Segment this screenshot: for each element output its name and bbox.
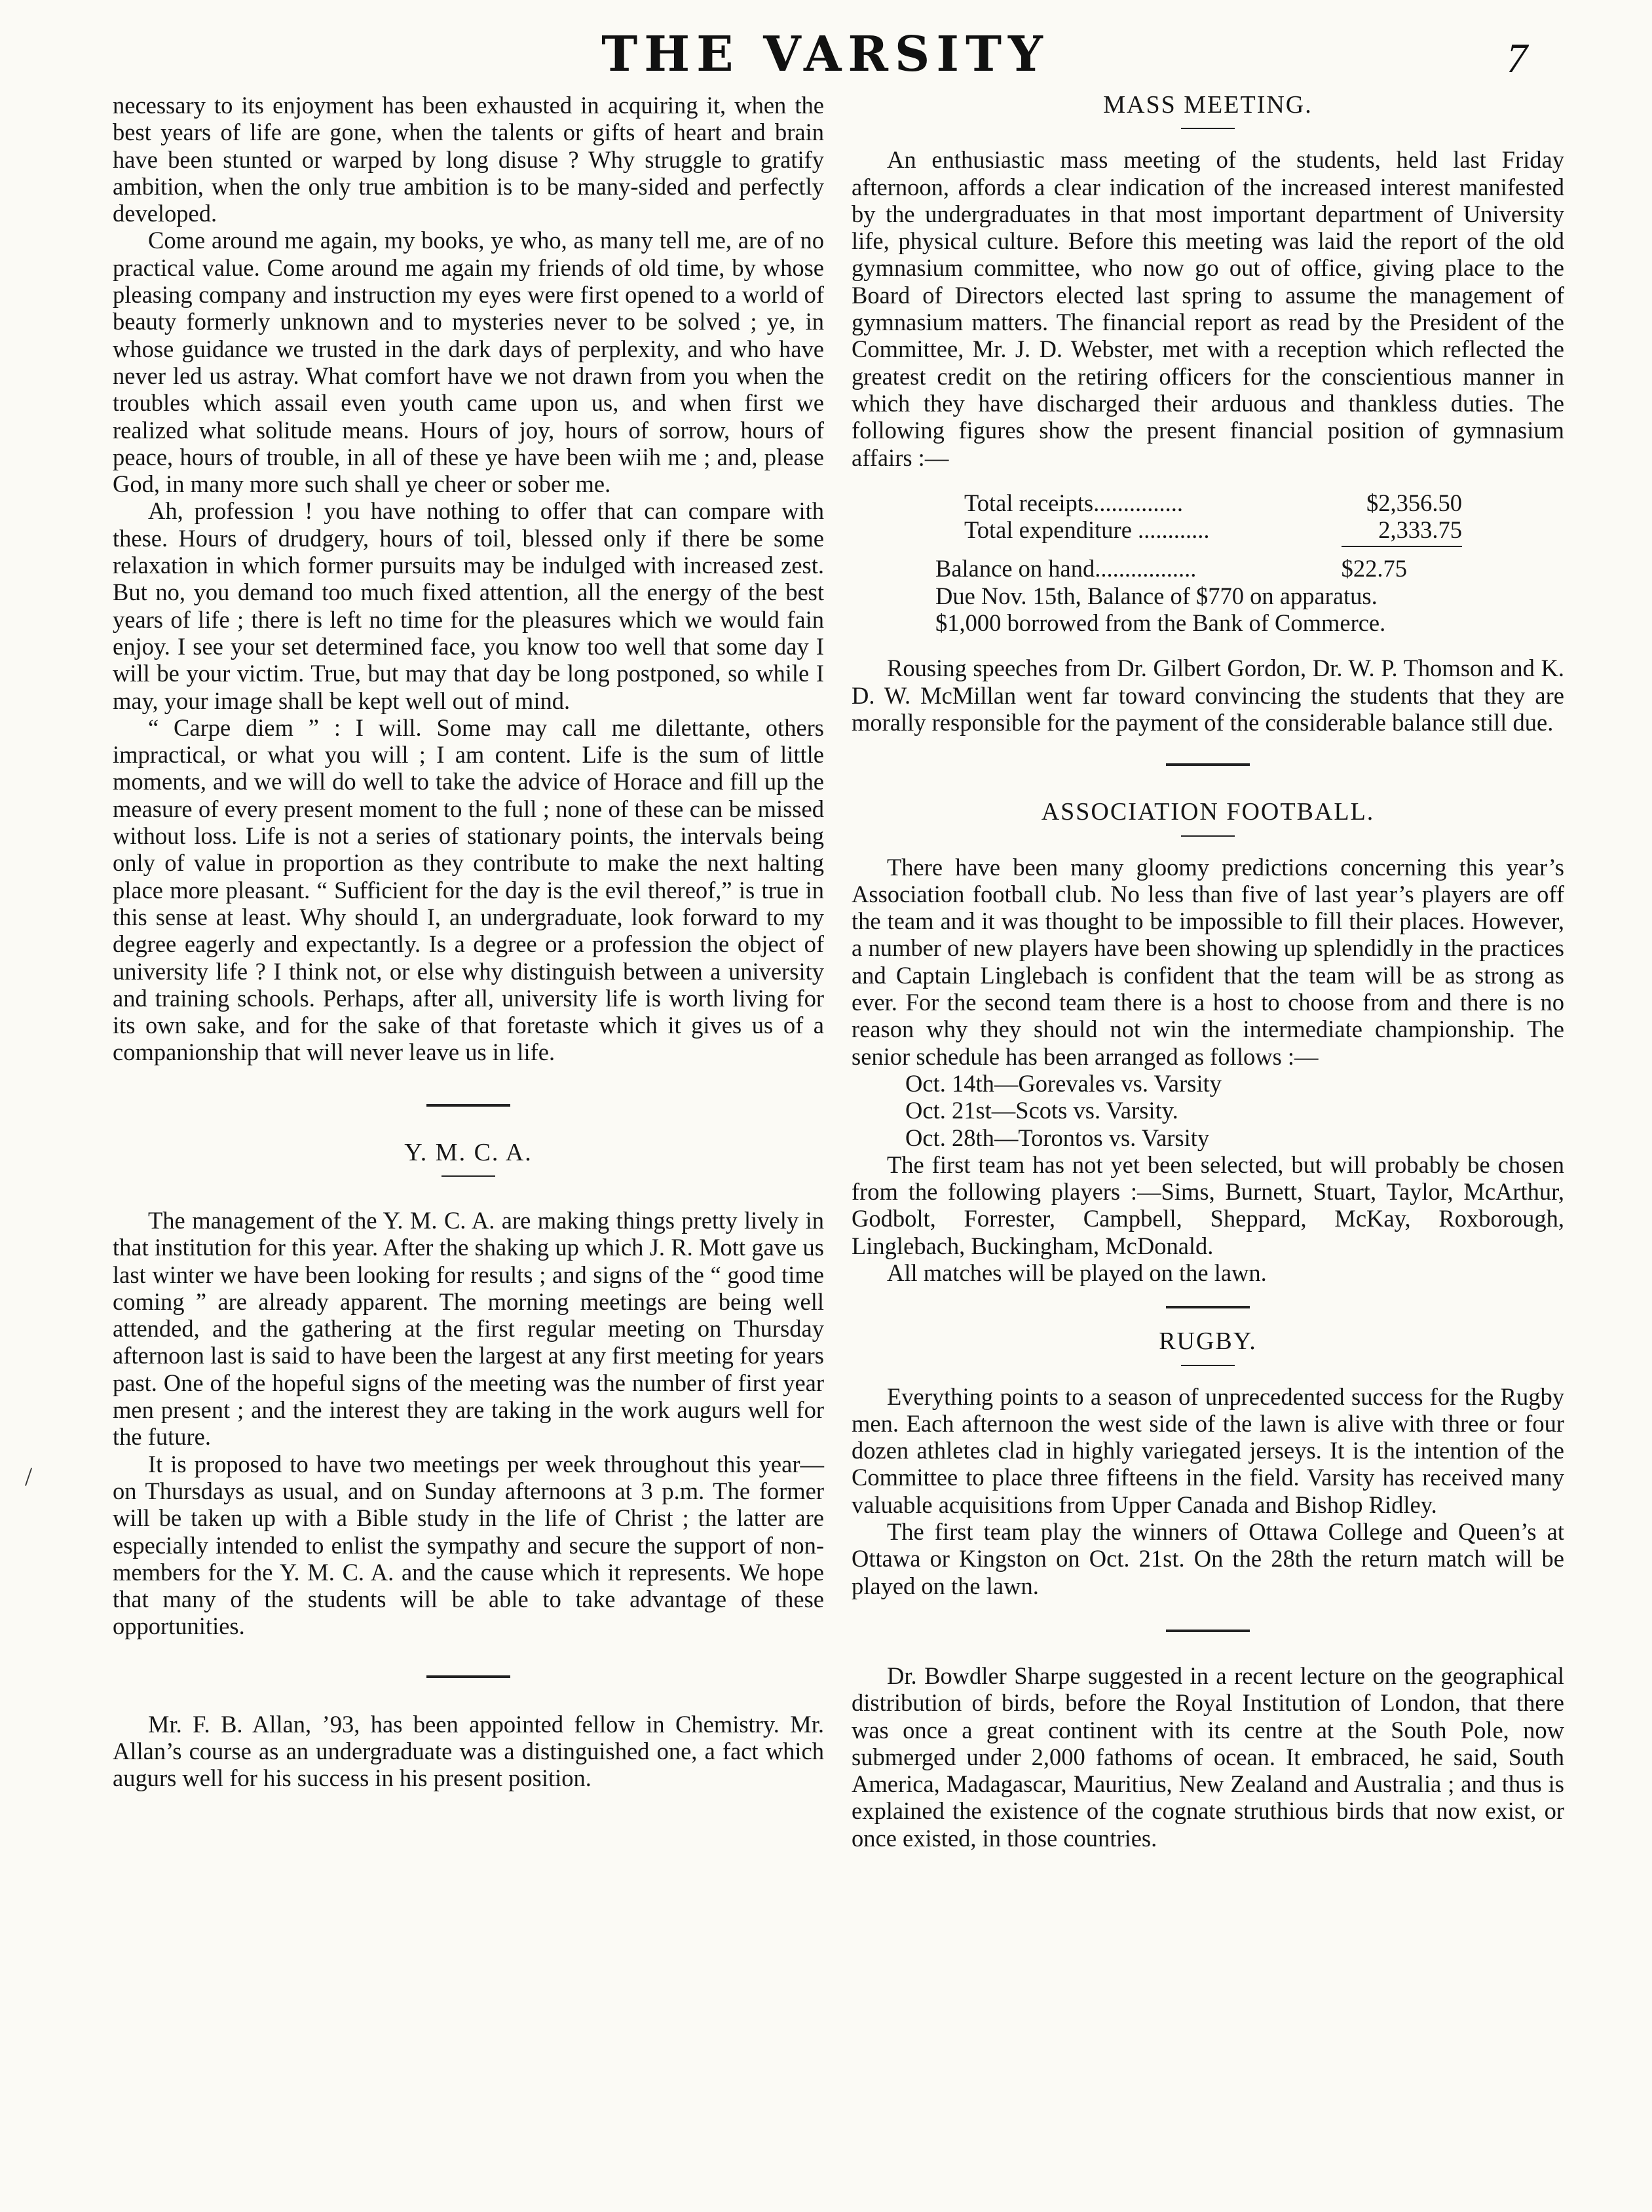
section-divider	[1166, 1306, 1250, 1308]
heading-rule	[1181, 128, 1235, 129]
borrowed-line: $1,000 borrowed from the Bank of Commerce.	[935, 609, 1386, 637]
schedule-item: Oct. 21st—Scots vs. Varsity.	[905, 1097, 1178, 1124]
rugby-paragraph: The first team play the winners of Ottawa College and Queen’s at Ottawa or Kingston on Oct. 21st. On the 28th the return match will be played on the lawn.	[852, 1518, 1564, 1599]
section-divider	[1166, 763, 1250, 766]
section-divider	[426, 1104, 510, 1107]
mass-meeting-paragraph: An enthusiastic mass meeting of the students, held last Friday afternoon, affords a clear indication of the increased interest manifested by the undergraduates in that most important department of University life, physical culture. Before this meeting was laid the report of the old gymnasium committee, who now go out of office, giving place to the Board of Directors elected last spring to assume the management of gymnasium matters. The financial report as read by the President of the Committee, Mr. J. D. Webster, met with a reception which reflected the greatest credit on the retiring officers for the conscientious manner in which they have discharged their arduous and thankless duties. The following figures show the present financial position of gymnasium affairs :—	[852, 146, 1564, 471]
football-paragraph: The first team has not yet been selected, but will probably be chosen from the following players :—Sims, Burnett, Stuart, Taylor, McArthur, Godbolt, Forrester, Campbell, Sheppard, McKay, Roxborough, Linglebach, Buckingham, McDonald.	[852, 1151, 1564, 1259]
football-paragraph: All matches will be played on the lawn.	[887, 1259, 1267, 1286]
balance-value: $22.75	[1341, 555, 1407, 582]
football-schedule	[852, 1070, 1564, 1151]
receipts-value: $2,356.50	[1366, 489, 1462, 516]
heading-rule	[441, 1175, 495, 1177]
ymca-paragraph: It is proposed to have two meetings per week throughout this year—on Thursdays as usual, and on Sunday afternoons at 3 p.m. The former will be taken up with a Bible study in the life of Christ ; the latter are especially intended to enlist the sympathy and secure the support of non-members for the Y. M. C. A. and the cause which it represents. We hope that many of the students will be able to take advantage of these opportunities.	[113, 1450, 824, 1640]
balance-row	[935, 555, 1407, 582]
masthead	[0, 24, 1652, 96]
ymca-paragraph: The management of the Y. M. C. A. are making things pretty lively in that institution for this year. After the shaking up which J. R. Mott gave us last winter we have been looking for results ; and signs of the “ good time coming ” are already apparent. The morning meetings are being well attended, and the gathering at the first regular meeting on Thursday afternoon last is said to have been the largest at any first meeting for years past. One of the hopeful signs of the meeting was the number of first year men present ; and the interest they are taking in the work augurs well for the future.	[113, 1206, 824, 1451]
sum-rule	[1342, 546, 1462, 547]
margin-mark: /	[25, 1462, 33, 1491]
schedule-item: Oct. 28th—Torontos vs. Varsity	[905, 1124, 1210, 1151]
section-divider	[1166, 1630, 1250, 1632]
ymca-heading: Y. M. C. A.	[404, 1138, 533, 1166]
allan-paragraph: Mr. F. B. Allan, ’93, has been appointed fellow in Chemistry. Mr. Allan’s course as an undergraduate was a distinguished one, a fact which augurs well for his success in his present position.	[113, 1710, 824, 1792]
expenditure-label: Total expenditure ............	[964, 516, 1210, 544]
essay-paragraph: necessary to its enjoyment has been exhausted in acquiring it, when the best years of life are gone, when the talents or gifts of heart and brain have been stunted or warped by long disuse ? Why struggle to gratify ambition, when the only true ambition is to be many-sided and perfectly developed.	[113, 92, 824, 227]
expenditure-value: 2,333.75	[1378, 516, 1462, 544]
section-divider	[426, 1675, 510, 1678]
mass-meeting-paragraph: Rousing speeches from Dr. Gilbert Gordon, Dr. W. P. Thomson and K. D. W. McMillan went far toward convincing the students that they are morally responsible for the payment of the considerable balance still due.	[852, 655, 1564, 736]
right-column	[852, 92, 1564, 1852]
receipts-label: Total receipts...............	[964, 489, 1183, 516]
balance-label: Balance on hand.................	[935, 555, 1197, 582]
newspaper-title: THE VARSITY	[601, 26, 1049, 83]
football-paragraph: There have been many gloomy predictions concerning this year’s Association football club. No less than five of last year’s players are off the team and it was thought to be impossible to fill their places. However, a number of new players have been showing up splendidly in the practices and Captain Linglebach is confident that the team will be as strong as ever. For the second team there is a host to choose from and there is no reason why they should not win the intermediate championship. The senior schedule has been arranged as follows :—	[852, 853, 1564, 1070]
receipts-row	[964, 489, 1462, 516]
due-line: Due Nov. 15th, Balance of $770 on apparatus.	[935, 582, 1378, 609]
rugby-paragraph: Everything points to a season of unprecedented success for the Rugby men. Each afternoon the west side of the lawn is alive with three or four dozen athletes clad in highly variegated jerseys. It is the intention of the Committee to place three fifteens in the field. Varsity has received many valuable acquisitions from Upper Canada and Bishop Ridley.	[852, 1382, 1564, 1518]
football-heading: ASSOCIATION FOOTBALL.	[1041, 798, 1375, 826]
sharpe-paragraph: Dr. Bowdler Sharpe suggested in a recent lecture on the geographical distribution of birds, before the Royal Institution of London, that there was once a great continent with its centre at the South Pole, now submerged under 2,000 fathoms of ocean. It embraced, he said, South America, Madagascar, Mauritius, New Zealand and Australia ; and thus is explained the existence of the cognate struthious birds that now exist, or once existed, in those countries.	[852, 1662, 1564, 1852]
schedule-item: Oct. 14th—Gorevales vs. Varsity	[905, 1069, 1222, 1097]
page-number: 7	[1507, 35, 1528, 81]
essay-paragraph: Come around me again, my books, ye who, as many tell me, are of no practical value. Come around me again my friends of old time, by whose pleasing company and instruction my eyes were first opened to a world of beauty formerly unknown and to mysteries never to be solved ; ye, in whose guidance we trusted in the dark days of perplexity, and who have never led us astray. What comfort have we not drawn from you when the troubles which assail even youth came upon us, and when first we realized what solitude means. Hours of joy, hours of sorrow, hours of peace, hours of trouble, in all of these ye have been wiih me ; and, please God, in many more such shall ye cheer or sober me.	[113, 227, 824, 498]
essay-paragraph: “ Carpe diem ” : I will. Some may call me dilettante, others impractical, or what you will ; I am content. Life is the sum of little moments, and we will do well to take the advice of Horace and fill up the measure of every present moment to the full ; none of these can be missed without loss. Life is not a series of stationary points, the intervals being only of value in proportion as they contribute to make the next halting place more pleasant. “ Sufficient for the day is the evil thereof,” is true in this sense at least. Why should I, an undergraduate, look forward to my degree eagerly and expectantly. Is a degree or a profession the object of university life ? I think not, or else why distinguish between a university and training schools. Perhaps, after all, university life is worth living for its own sake, and for the sake of that foretaste which it gives us of a companionship that will never leave us in life.	[113, 714, 824, 1066]
financial-table	[852, 489, 1564, 636]
expenditure-row	[964, 516, 1462, 543]
heading-rule	[1181, 1365, 1235, 1366]
mass-meeting-heading: MASS MEETING.	[1103, 91, 1313, 119]
heading-rule	[1181, 835, 1235, 837]
essay-paragraph: Ah, profession ! you have nothing to offer that can compare with these. Hours of drudgery, hours of toil, blessed only if there be some relaxation in which former pursuits may be indulged with increased zest. But no, you demand too much fixed attention, all the energy of the best years of life ; there is left no time for the pleasures which we would fain enjoy. I see your set determined face, you know too well that some day I will be your victim. True, but may that day be long postponed, so while I may, your image shall be kept well out of mind.	[113, 497, 824, 714]
rugby-heading: RUGBY.	[1159, 1327, 1257, 1356]
left-column	[113, 92, 824, 1792]
